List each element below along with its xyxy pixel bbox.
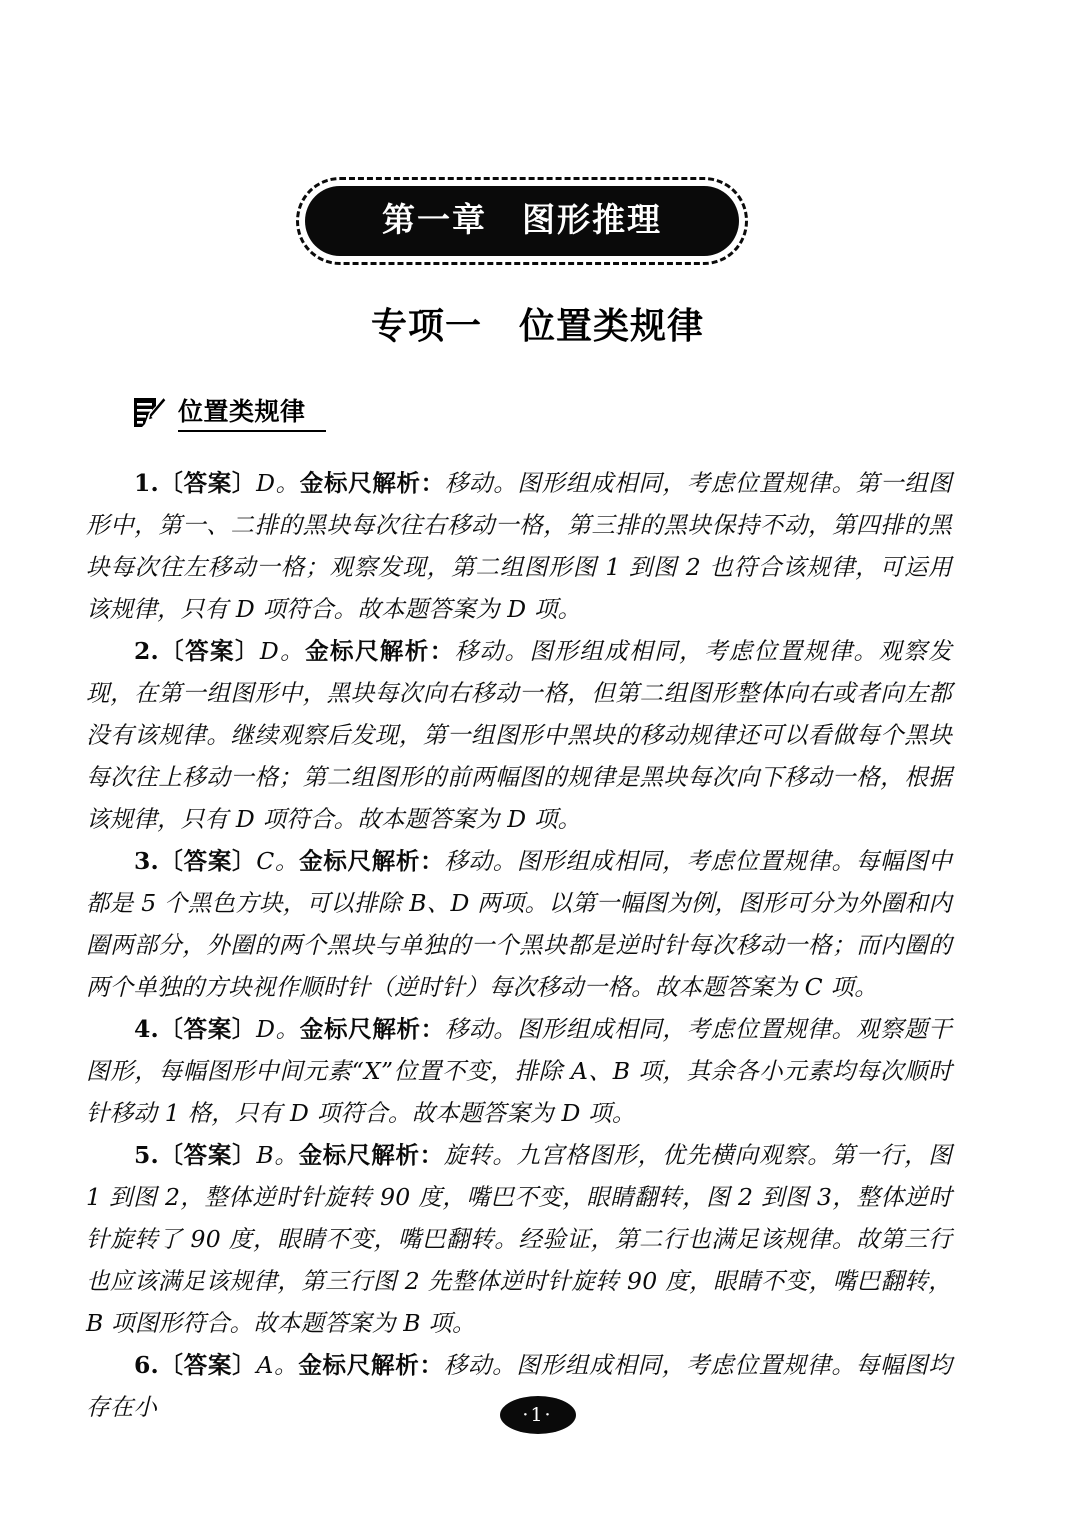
- answer-number: 1.: [134, 469, 159, 497]
- answer-body: 移动。图形组成相同，考虑位置规律。每幅图均存在小: [86, 1351, 953, 1421]
- analysis-tag: 金标尺解析：: [299, 847, 445, 875]
- chapter-banner-pill: [305, 186, 739, 256]
- analysis-tag: 金标尺解析：: [299, 469, 445, 497]
- analysis-tag: 金标尺解析：: [299, 1015, 445, 1043]
- answer-item: [86, 630, 952, 840]
- answer-choice: C。: [256, 847, 300, 875]
- chapter-banner: [296, 177, 748, 265]
- answer-item: [86, 1134, 952, 1344]
- section-heading: 专项一 位置类规律: [370, 306, 704, 347]
- answer-item: [86, 1008, 952, 1134]
- answer-choice: D。: [259, 637, 306, 665]
- answer-tag: 〔答案〕: [158, 1141, 257, 1169]
- answer-number: 3.: [134, 847, 159, 875]
- answer-item: [86, 462, 952, 630]
- chapter-title: 第一章 图形推理: [382, 200, 662, 239]
- answer-choice: D。: [256, 469, 300, 497]
- answer-choice: B。: [256, 1141, 299, 1169]
- answer-body: 移动。图形组成相同，考虑位置规律。第一组图形中，第一、二排的黑块每次往右移动一格，第三排的黑块保持不动，第四排的黑块每次往左移动一格；观察发现，第二组图形图 1 到图 2 也符合该规律，可运用该规律，只有 D 项符合。故本题答案为 D 项。: [86, 469, 952, 623]
- answer-tag: 〔答案〕: [158, 469, 257, 497]
- answer-tag: 〔答案〕: [158, 1015, 257, 1043]
- subsection-underline: [178, 430, 326, 433]
- answer-number: 4.: [134, 1015, 159, 1043]
- answer-tag: 〔答案〕: [158, 637, 260, 665]
- note-pencil-icon: [132, 396, 166, 430]
- subsection-text: [178, 398, 326, 433]
- analysis-tag: 金标尺解析：: [305, 637, 455, 665]
- answer-number: 2.: [134, 637, 159, 665]
- answer-number: 5.: [134, 1141, 159, 1169]
- analysis-tag: 金标尺解析：: [298, 1351, 444, 1379]
- answer-item: [86, 840, 952, 1008]
- answer-tag: 〔答案〕: [158, 1351, 257, 1379]
- answer-number: 6.: [134, 1351, 159, 1379]
- answer-body: 移动。图形组成相同，考虑位置规律。观察题干图形，每幅图形中间元素“X”位置不变，排除 A、B 项，其余各小元素均每次顺时针移动 1 格，只有 D 项符合。故本题答案为 D 项。: [86, 1015, 952, 1127]
- answer-tag: 〔答案〕: [158, 847, 257, 875]
- answer-list: [86, 462, 952, 1428]
- answer-choice: D。: [256, 1015, 300, 1043]
- answer-body: 旋转。九宫格图形，优先横向观察。第一行，图 1 到图 2，整体逆时针旋转 90 度，嘴巴不变，眼睛翻转，图 2 到图 3，整体逆时针旋转了 90 度，眼睛不变，嘴巴翻转。经验证，第二行也满足该规律。故第三行也应该满足该规律，第三行图 2 先整体逆时针旋转 90 度，眼睛不变，嘴巴翻转，B 项图形符合。故本题答案为 B 项。: [86, 1141, 952, 1337]
- page-number-label: ·1·: [522, 1403, 553, 1426]
- answer-body: 移动。图形组成相同，考虑位置规律。观察发现，在第一组图形中，黑块每次向右移动一格，但第二组图形整体向右或者向左都没有该规律。继续观察后发现，第一组图形中黑块的移动规律还可以看做每个黑块每次往上移动一格；第二组图形的前两幅图的规律是黑块每次向下移动一格，根据该规律，只有 D 项符合。故本题答案为 D 项。: [86, 637, 953, 833]
- subsection-label: 位置类规律: [178, 396, 306, 426]
- answer-body: 移动。图形组成相同，考虑位置规律。每幅图中都是 5 个黑色方块，可以排除 B、D 两项。以第一幅图为例，图形可分为外圈和内圈两部分，外圈的两个黑块与单独的一个黑块都是逆时针每次移动一格；而内圈的两个单独的方块视作顺时针（逆时针）每次移动一格。故本题答案为 C 项。: [86, 847, 952, 1001]
- page-number-badge: [500, 1396, 576, 1434]
- answer-choice: A。: [256, 1351, 299, 1379]
- subsection-header: [132, 396, 326, 432]
- analysis-tag: 金标尺解析：: [298, 1141, 444, 1169]
